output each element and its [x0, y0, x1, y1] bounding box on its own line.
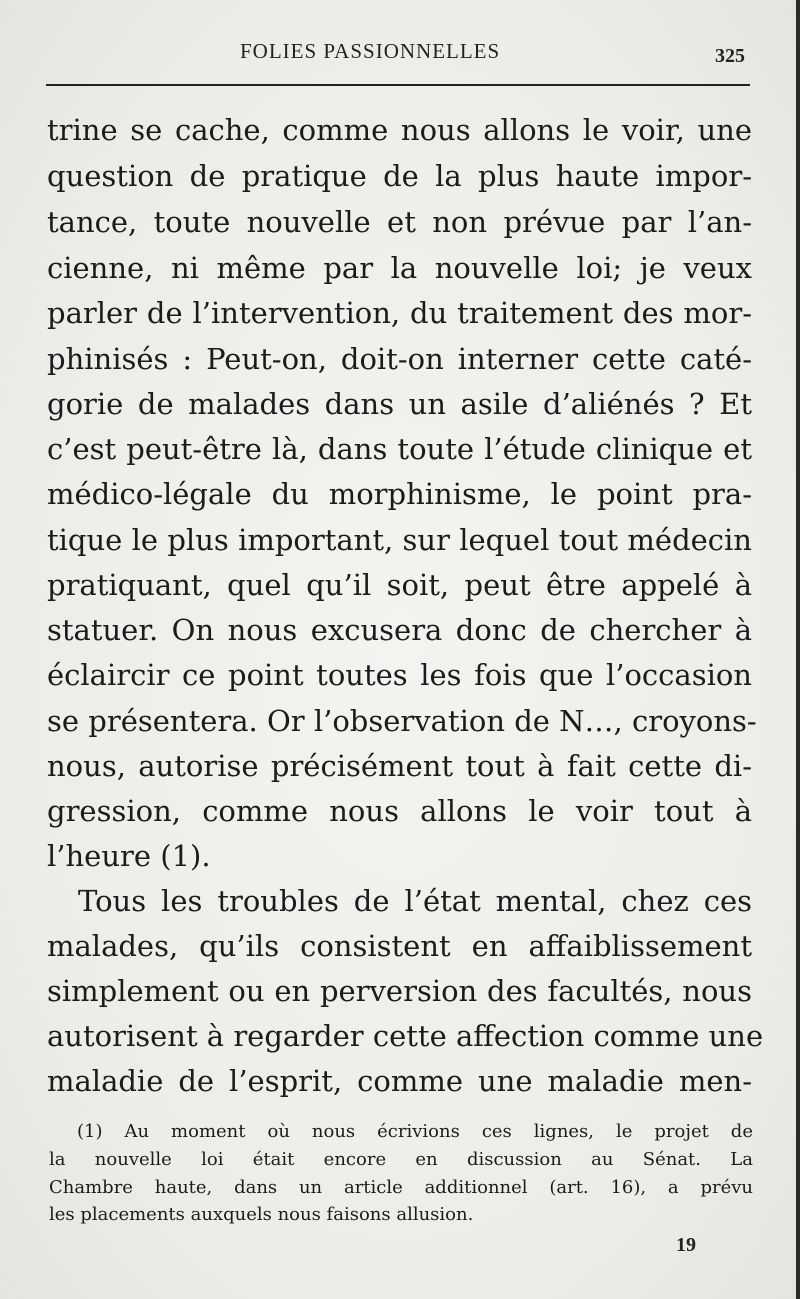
text-line: éclaircir ce point toutes les fois que l’occasion — [47, 658, 752, 692]
text-line: statuer. On nous excusera donc de chercher à — [47, 613, 752, 647]
signature-mark: 19 — [676, 1234, 696, 1256]
text-line: cienne, ni même par la nouvelle loi; je veux — [47, 251, 752, 285]
text-line: pratiquant, quel qu’il soit, peut être appelé à — [47, 568, 752, 602]
text-line: gression, comme nous allons le voir tout à — [47, 794, 752, 828]
footnote-line: (1) Au moment où nous écrivions ces lignes, le projet de — [77, 1121, 753, 1142]
text-line: se présentera. Or l’observation de N…, croyons- — [47, 704, 757, 738]
paragraph-first-line: Tous les troubles de l’état mental, chez ces — [78, 884, 752, 918]
page-number: 325 — [715, 45, 745, 67]
footnote-line: Chambre haute, dans un article additionnel (art. 16), a prévu — [49, 1177, 753, 1198]
text-line: malades, qu’ils consistent en affaiblissement — [47, 929, 752, 963]
text-line: maladie de l’esprit, comme une maladie men- — [47, 1064, 752, 1098]
text-line: tique le plus important, sur lequel tout médecin — [47, 523, 752, 557]
text-line: trine se cache, comme nous allons le voir, une — [47, 113, 752, 147]
text-line: c’est peut-être là, dans toute l’étude clinique et — [47, 432, 752, 466]
footnote-line: la nouvelle loi était encore en discussion au Sénat. La — [49, 1149, 753, 1170]
text-line: simplement ou en perversion des facultés, nous — [47, 974, 752, 1008]
text-line: gorie de malades dans un asile d’aliénés ? Et — [47, 387, 752, 421]
running-head: FOLIES PASSIONNELLES — [240, 39, 501, 63]
text-line: nous, autorise précisément tout à fait cette di- — [47, 749, 752, 783]
text-line: phinisés : Peut-on, doit-on interner cette caté- — [47, 342, 752, 376]
text-line: l’heure (1). — [47, 839, 211, 873]
text-line: médico-légale du morphinisme, le point pra- — [47, 477, 752, 511]
text-line: question de pratique de la plus haute impor- — [47, 159, 752, 193]
text-line: parler de l’intervention, du traitement des mor- — [47, 296, 752, 330]
footnote-line: les placements auxquels nous faisons allusion. — [49, 1204, 474, 1225]
text-line: tance, toute nouvelle et non prévue par l’an- — [47, 205, 752, 239]
text-line: autorisent à regarder cette affection comme une — [47, 1019, 764, 1053]
